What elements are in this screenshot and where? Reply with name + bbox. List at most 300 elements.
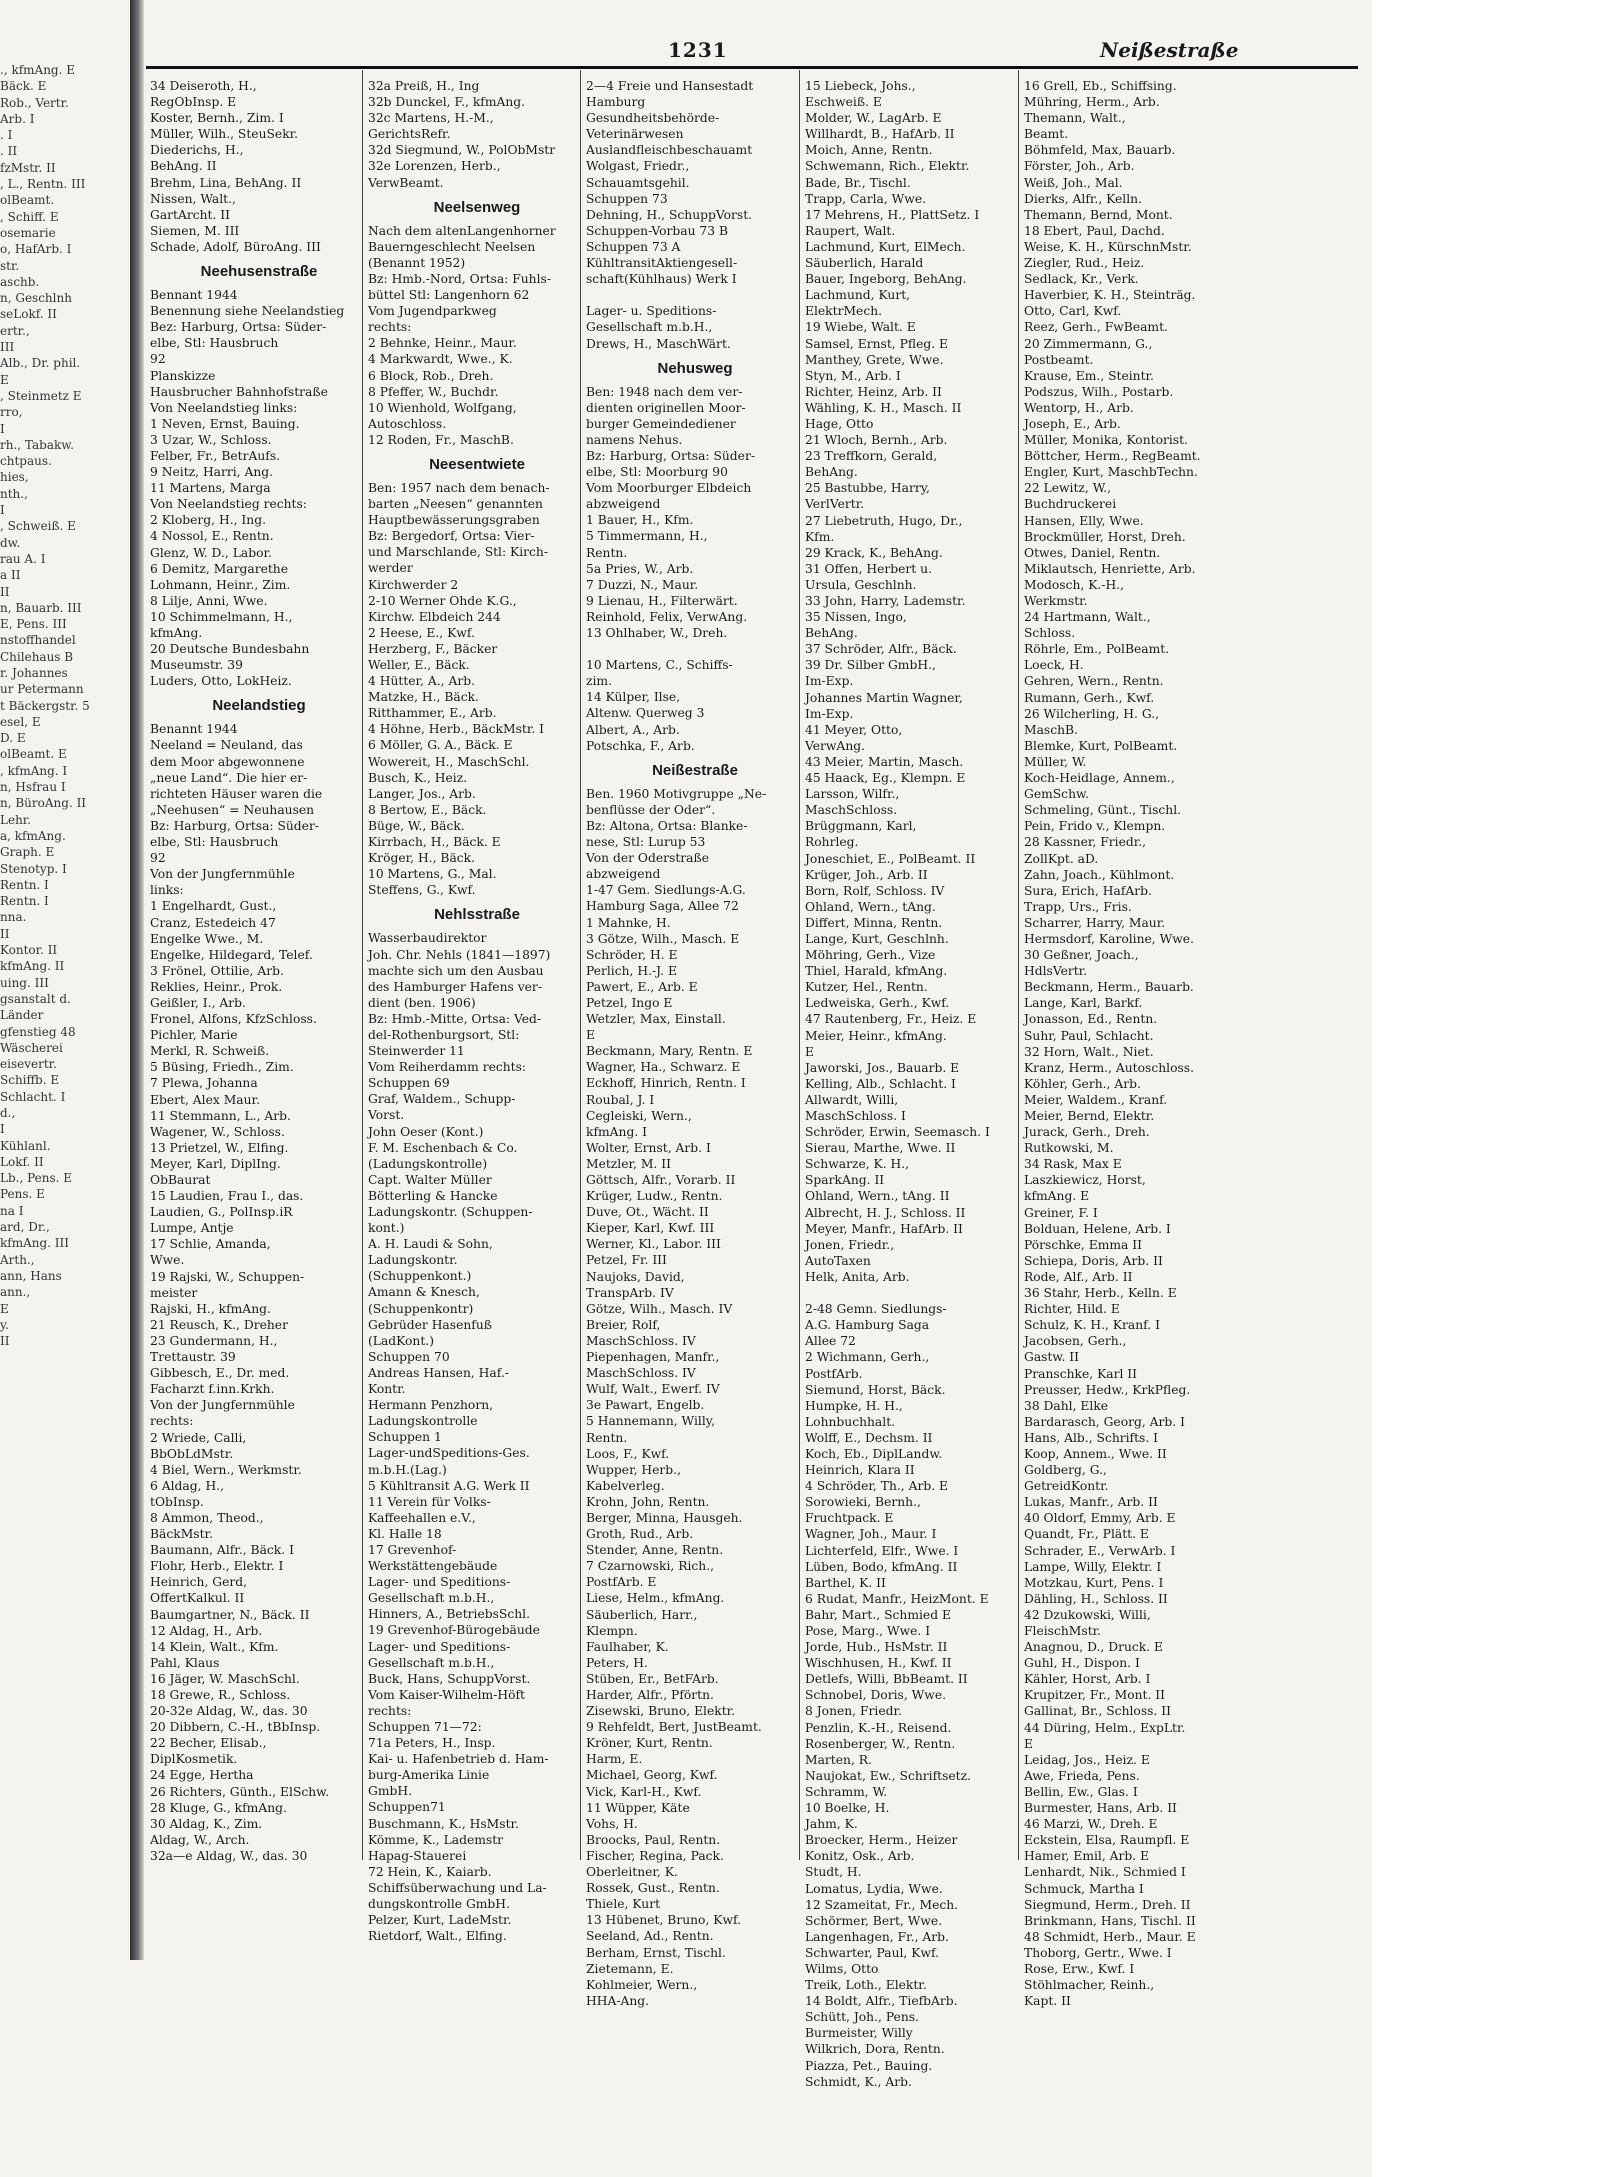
strip-line: a II — [0, 568, 21, 583]
entry-line: ZollKpt. aD. — [1024, 851, 1099, 866]
entry-line: Manthey, Grete, Wwe. — [805, 352, 944, 367]
entry-line: Schloss. — [1024, 626, 1076, 641]
entry-line: dient (ben. 1906) — [368, 995, 476, 1010]
entry-line: Bz: Harburg, Ortsa: Süder- — [150, 818, 319, 833]
strip-line: ann., — [0, 1285, 31, 1300]
entry-line: Thiel, Harald, kfmAng. — [805, 964, 948, 979]
entry-line: 8 Bertow, E., Bäck. — [368, 802, 487, 817]
entry-line: Jonasson, Ed., Rentn. — [1024, 1012, 1158, 1027]
entry-line: 1 Engelhardt, Gust., — [150, 899, 277, 914]
entry-line: „neue Land“. Die hier er- — [150, 770, 308, 785]
entry-line: E — [1024, 1736, 1033, 1751]
entry-line: Kähler, Horst, Arb. I — [1024, 1672, 1151, 1687]
entry-line: Rentn. — [586, 545, 628, 560]
entry-line: machte sich um den Ausbau — [368, 963, 544, 978]
entry-line: Jaworski, Jos., Bauarb. E — [805, 1060, 960, 1075]
strip-line: II — [0, 584, 10, 599]
entry-line: Schnobel, Doris, Wwe. — [805, 1688, 947, 1703]
entry-line: 31 Offen, Herbert u. — [805, 561, 932, 576]
entry-line: Lohnbuchhalt. — [805, 1414, 896, 1429]
entry-line: 11 Stemmann, L., Arb. — [150, 1108, 291, 1123]
entry-line: Rietdorf, Walt., Elfing. — [368, 1929, 507, 1944]
entry-line: 10 Boelke, H. — [805, 1801, 890, 1816]
entry-line: Reez, Gerh., FwBeamt. — [1024, 320, 1168, 335]
entry-line: Facharzt f.inn.Krkh. — [150, 1382, 275, 1397]
entry-line: 5 Hannemann, Willy, — [586, 1414, 715, 1429]
entry-line: Thoborg, Gertr., Wwe. I — [1024, 1945, 1172, 1960]
entry-line: Schmuck, Martha I — [1024, 1881, 1144, 1896]
entry-line: Schröder, Erwin, Seemasch. I — [805, 1125, 990, 1140]
entry-line: Oberleitner, K. — [586, 1865, 678, 1880]
entry-line: kfmAng. I — [586, 1124, 648, 1139]
entry-line: Petzel, Fr. III — [586, 1253, 667, 1268]
entry-line: Vom Reiherdamm rechts: — [368, 1060, 527, 1075]
entry-line: Piepenhagen, Manfr., — [586, 1350, 720, 1365]
entry-line: 14 Klein, Walt., Kfm. — [150, 1639, 279, 1654]
entry-line: zim. — [586, 674, 612, 689]
entry-line: Kabelverleg. — [586, 1478, 665, 1493]
entry-line: Schwarze, K. H., — [805, 1157, 910, 1172]
entry-line: Leidag, Jos., Heiz. E — [1024, 1752, 1150, 1767]
entry-line: Stöhlmacher, Reinh., — [1024, 1978, 1155, 1993]
entry-line: 4 Schröder, Th., Arb. E — [805, 1479, 949, 1494]
entry-line: Schuppen 69 — [368, 1076, 450, 1091]
entry-line: Müller, W. — [1024, 754, 1087, 769]
entry-line: Trapp, Urs., Fris. — [1024, 899, 1132, 914]
entry-line: F. M. Eschenbach & Co. — [368, 1140, 518, 1155]
entry-line: 15 Laudien, Frau I., das. — [150, 1189, 304, 1204]
column-divider — [799, 70, 800, 1860]
entry-line: Gastw. II — [1024, 1350, 1080, 1365]
entry-line: 39 Dr. Silber GmbH., — [805, 658, 936, 673]
entry-line: Joh. Chr. Nehls (1841—1897) — [368, 947, 551, 962]
entry-line: Bardarasch, Georg, Arb. I — [1024, 1414, 1185, 1429]
strip-line: n, Hsfrau I — [0, 780, 66, 795]
entry-line: Von Neelandstieg links: — [150, 400, 298, 415]
entry-line: Krüger, Ludw., Rentn. — [586, 1189, 723, 1204]
entry-line: BehAng. — [805, 626, 858, 641]
entry-line: 8 Ammon, Theod., — [150, 1510, 264, 1525]
entry-line: Brüggmann, Karl, — [805, 819, 917, 834]
entry-line: 34 Rask, Max E — [1024, 1157, 1122, 1172]
entry-line: Otto, Carl, Kwf. — [1024, 304, 1122, 319]
entry-line: Steinwerder 11 — [368, 1044, 465, 1059]
entry-line: 4 Nossol, E., Rentn. — [150, 529, 274, 544]
entry-line: Glenz, W. D., Labor. — [150, 545, 272, 560]
entry-line: Beamt. — [1024, 127, 1069, 142]
entry-line: 30 Aldag, K., Zim. — [150, 1816, 263, 1831]
entry-line: 72 Hein, K., Kaiarb. — [368, 1864, 492, 1879]
entry-line: Fruchtpack. E — [805, 1511, 894, 1526]
entry-line: Willhardt, B., HafArb. II — [805, 127, 955, 142]
entry-line: und Marschlande, Stl: Kirch- — [368, 545, 548, 560]
entry-line: Kömme, K., Lademstr — [368, 1832, 504, 1847]
entry-line: 36 Stahr, Herb., Kelln. E — [1024, 1286, 1177, 1301]
entry-line: tObInsp. — [150, 1494, 204, 1509]
entry-line: Perlich, H.-J. E — [586, 963, 677, 978]
entry-line: Von der Oderstraße — [586, 851, 709, 866]
entry-line: 2 Behnke, Heinr., Maur. — [368, 336, 517, 351]
entry-line: 3e Pawart, Engelb. — [586, 1398, 705, 1413]
entry-line: Auslandfleischbeschauamt — [586, 143, 753, 158]
entry-line: Ursula, Geschlnh. — [805, 577, 917, 592]
entry-line: Capt. Walter Müller — [368, 1172, 492, 1187]
entry-line: Kirrbach, H., Bäck. E — [368, 835, 501, 850]
entry-line: Zietemann, E. — [586, 1961, 674, 1976]
entry-line: Bennant 1944 — [150, 288, 238, 303]
entry-line: Luders, Otto, LokHeiz. — [150, 674, 292, 689]
entry-line: Wolff, E., Dechsm. II — [805, 1430, 933, 1445]
strip-line: Lb., Pens. E — [0, 1171, 73, 1186]
entry-line: Wagner, Ha., Schwarz. E — [586, 1060, 741, 1075]
entry-line: Schiffsüberwachung und La- — [368, 1880, 547, 1895]
entry-line: Reinhold, Felix, VerwAng. — [586, 609, 748, 624]
strip-line: rau A. I — [0, 551, 46, 566]
entry-line: Pein, Frido v., Klempn. — [1024, 819, 1166, 834]
entry-line: Von der Jungfernmühle — [150, 1398, 295, 1413]
entry-line: Kohlmeier, Wern., — [586, 1977, 698, 1992]
strip-line: Wäscherei — [0, 1040, 63, 1055]
entry-line: VerwAng. — [805, 738, 866, 753]
entry-line: Säuberlich, Harr., — [586, 1607, 698, 1622]
entry-line: Motzkau, Kurt, Pens. I — [1024, 1575, 1164, 1590]
entry-line: Rumann, Gerh., Kwf. — [1024, 690, 1155, 705]
strip-line: nna. — [0, 910, 27, 925]
entry-line: Peters, H. — [586, 1655, 648, 1670]
entry-line: Schütt, Joh., Pens. — [805, 2010, 919, 2025]
strip-line: olBeamt. E — [0, 747, 67, 762]
entry-line: Schauamtsgehil. — [586, 175, 690, 190]
entry-line: Baumann, Alfr., Bäck. I — [150, 1543, 294, 1558]
entry-line: Lager- u. Speditions- — [586, 304, 717, 319]
entry-line: 24 Egge, Hertha — [150, 1768, 254, 1783]
entry-line: 13 Ohlhaber, W., Dreh. — [586, 626, 728, 640]
entry-line: 32d Siegmund, W., PolObMstr — [368, 143, 556, 158]
entry-line: Hermsdorf, Karoline, Wwe. — [1024, 931, 1194, 946]
entry-line: Busch, K., Heiz. — [368, 770, 468, 785]
entry-line: 18 Grewe, R., Schloss. — [150, 1688, 291, 1702]
entry-line: GemSchw. — [1024, 787, 1089, 802]
entry-line: Seeland, Ad., Rentn. — [586, 1929, 714, 1944]
entry-line: Beckmann, Herm., Bauarb. — [1024, 980, 1194, 995]
entry-line: Benennung siehe Neelandstieg — [150, 304, 345, 319]
entry-line: Jacobsen, Gerh., — [1024, 1334, 1127, 1349]
entry-line: Hinners, A., BetriebsSchl. — [368, 1607, 530, 1622]
book-gutter — [130, 0, 144, 1960]
entry-line: benflüsse der Oder“. — [586, 802, 716, 817]
entry-line: Johannes Martin Wagner, — [805, 690, 963, 705]
entry-line: MaschSchloss. IV — [586, 1366, 696, 1381]
entry-line: ObBaurat — [150, 1173, 211, 1187]
entry-line: Penzlin, K.-H., Reisend. — [805, 1720, 952, 1735]
entry-line: 10 Wienhold, Wolfgang, — [368, 400, 517, 415]
entry-line: barten „Neesen“ genannten — [368, 497, 543, 512]
strip-line: na I — [0, 1203, 24, 1218]
entry-line: Cranz, Estedeich 47 — [150, 915, 276, 930]
entry-line: Anagnou, D., Druck. E — [1024, 1640, 1164, 1655]
entry-line: Graf, Waldem., Schupp- — [368, 1092, 516, 1107]
entry-line: Gesundheitsbehörde- — [586, 111, 720, 126]
entry-line — [805, 1285, 1023, 1301]
entry-line: Wetzler, Max, Einstall. — [586, 1012, 726, 1027]
strip-line: Kühlanl. — [0, 1138, 51, 1153]
entry-line: KühltransitAktiengesell- — [586, 256, 738, 271]
entry-line: John Oeser (Kont.) — [368, 1124, 484, 1139]
entry-line: Harm, E. — [586, 1752, 643, 1767]
entry-line: Krüger, Joh., Arb. II — [805, 867, 928, 882]
entry-line: Lohmann, Heinr., Zim. — [150, 577, 291, 592]
entry-line: Postbeamt. — [1024, 352, 1094, 367]
entry-line: Faulhaber, K. — [586, 1639, 669, 1654]
entry-line: Ben: 1957 nach dem benach- — [368, 480, 550, 495]
entry-line: Schiepa, Doris, Arb. II — [1024, 1253, 1163, 1268]
entry-line: AutoTaxen — [805, 1253, 871, 1268]
entry-line: Meyer, Manfr., HafArb. II — [805, 1221, 963, 1236]
entry-line: Ladungskontrolle — [368, 1414, 478, 1429]
entry-line: Jahm, K. — [805, 1817, 858, 1832]
entry-line: Trettaustr. 39 — [150, 1350, 236, 1365]
strip-line: , Schiff. E — [0, 209, 59, 224]
entry-line: 20 Zimmermann, G., — [1024, 336, 1153, 351]
entry-line: Ben. 1960 Motivgruppe „Ne- — [586, 786, 767, 801]
entry-line: Joseph, E., Arb. — [1024, 416, 1121, 431]
entry-line: Broecker, Herm., Heizer — [805, 1833, 958, 1848]
entry-line: Lager- und Speditions- — [368, 1639, 511, 1654]
entry-line: Wilms, Otto — [805, 1961, 879, 1976]
entry-line: Roubal, J. I — [586, 1092, 655, 1107]
entry-line: Fronel, Alfons, KfzSchloss. — [150, 1012, 317, 1027]
entry-line: 8 Jonen, Friedr. — [805, 1704, 902, 1719]
entry-line: Merkl, R. Schweiß. — [150, 1044, 270, 1059]
entry-line: 8 Pfeffer, W., Buchdr. — [368, 384, 499, 399]
entry-line: Wischhusen, H., Kwf. II — [805, 1656, 952, 1671]
entry-line: 32 Horn, Walt., Niet. — [1024, 1044, 1154, 1059]
entry-line: MaschSchloss. IV — [586, 1333, 696, 1348]
entry-line: Pelzer, Kurt, LadeMstr. — [368, 1913, 512, 1928]
entry-line: 7 Duzzi, N., Maur. — [586, 577, 699, 592]
entry-line: Quandt, Fr., Plätt. E — [1024, 1527, 1149, 1542]
entry-line: kfmAng. — [150, 626, 203, 640]
entry-line: Themann, Bernd, Mont. — [1024, 207, 1173, 222]
entry-line: 23 Gundermann, H., — [150, 1333, 278, 1348]
entry-line: Geißler, I., Arb. — [150, 995, 246, 1010]
strip-line: Graph. E — [0, 845, 55, 860]
entry-line: Schörmer, Bert, Wwe. — [805, 1913, 943, 1928]
entry-line: 11 Wüpper, Käte — [586, 1800, 690, 1815]
entry-line: 46 Marzi, W., Dreh. E — [1024, 1817, 1158, 1832]
entry-line: VerlVertr. — [805, 497, 865, 512]
entry-line: Lager- und Speditions- — [368, 1575, 511, 1590]
entry-line: Stüben, Er., BetFArb. — [586, 1671, 719, 1686]
entry-line: Ladungskontr. — [368, 1253, 458, 1268]
entry-line: Lachmund, Kurt, — [805, 288, 911, 303]
column-5 — [1024, 78, 1242, 2009]
entry-line: Benannt 1944 — [150, 722, 238, 737]
entry-line: Loeck, H. — [1024, 658, 1084, 673]
entry-line: Engelke, Hildegard, Telef. — [150, 947, 313, 962]
entry-line: 47 Rautenberg, Fr., Heiz. E — [805, 1012, 977, 1027]
entry-line: Ebert, Alex Maur. — [150, 1092, 260, 1107]
entry-line: Bade, Br., Tischl. — [805, 175, 911, 190]
entry-line: 17 Grevenhof- — [368, 1542, 457, 1557]
strip-line: gsanstalt d. — [0, 991, 71, 1006]
strip-line: esel, E — [0, 714, 41, 729]
strip-line: Kontor. II — [0, 943, 58, 958]
entry-line: ElektrMech. — [805, 304, 883, 319]
entry-line: dem Moor abgewonnene — [150, 754, 305, 769]
strip-line: II — [0, 1334, 10, 1349]
entry-line: Kranz, Herm., Autoschloss. — [1024, 1060, 1195, 1075]
entry-line: Rose, Erw., Kwf. I — [1024, 1961, 1135, 1976]
entry-line: Albert, A., Arb. — [586, 722, 680, 737]
entry-line: Gesellschaft m.b.H., — [368, 1655, 495, 1670]
entry-line: Buschmann, K., HsMstr. — [368, 1816, 519, 1831]
entry-line: Stender, Anne, Rentn. — [586, 1543, 724, 1558]
entry-line: 2-48 Gemn. Siedlungs- — [805, 1302, 947, 1317]
entry-line: Bahr, Mart., Schmied E — [805, 1607, 951, 1622]
entry-line: Hamburg Saga, Allee 72 — [586, 899, 739, 914]
entry-line: Engelke Wwe., M. — [150, 931, 264, 946]
entry-line: Siemund, Horst, Bäck. — [805, 1382, 946, 1397]
entry-line: Bz: Bergedorf, Ortsa: Vier- — [368, 529, 535, 544]
entry-line: 28 Kluge, G., kfmAng. — [150, 1800, 287, 1815]
strip-line: Bäck. E — [0, 79, 47, 94]
strip-line: hies, — [0, 470, 29, 485]
entry-line: Werkmstr. — [1024, 594, 1088, 608]
entry-line: 2—4 Freie und Hansestadt — [586, 79, 754, 93]
strip-line: kfmAng. II — [0, 959, 65, 974]
entry-line: Berham, Ernst, Tischl. — [586, 1945, 726, 1960]
entry-line: Lampe, Willy, Elektr. I — [1024, 1559, 1162, 1574]
entry-line: 3 Frönel, Ottilie, Arb. — [150, 963, 284, 978]
entry-line: Schramm, W. — [805, 1784, 887, 1799]
entry-line: Eckhoff, Hinrich, Rentn. I — [586, 1076, 746, 1091]
entry-line: OffertKalkul. II — [150, 1591, 245, 1606]
entry-line: 14 Külper, Ilse, — [586, 690, 681, 705]
street-heading: Neißestraße — [652, 761, 738, 779]
entry-line: Schuppen 73 A — [586, 239, 681, 254]
entry-line: Born, Rolf, Schloss. IV — [805, 883, 945, 898]
entry-line: 10 Martens, C., Schiffs- — [586, 658, 733, 673]
entry-line: 5 Büsing, Friedh., Zim. — [150, 1060, 294, 1075]
entry-line: Kutzer, Hel., Rentn. — [805, 980, 928, 995]
entry-line: Laszkiewicz, Horst, — [1024, 1173, 1146, 1188]
entry-line: Hauptbewässerungsgraben — [368, 513, 540, 528]
entry-line: Bötterling & Hancke — [368, 1188, 498, 1203]
entry-line: Schmidt, K., Arb. — [805, 2074, 912, 2089]
entry-line: Burmeister, Willy — [805, 2026, 913, 2041]
entry-line: BbObLdMstr. — [150, 1446, 234, 1461]
entry-line: (LadKont.) — [368, 1333, 434, 1348]
entry-line: Rossek, Gust., Rentn. — [586, 1881, 720, 1896]
entry-line: abzweigend — [586, 497, 661, 512]
entry-line: del-Rothenburgsort, Stl: — [368, 1027, 520, 1042]
entry-line: Bauer, Ingeborg, BehAng. — [805, 272, 967, 287]
entry-line: Wowereit, H., MaschSchl. — [368, 754, 530, 769]
entry-line: A.G. Hamburg Saga — [805, 1318, 930, 1333]
entry-line: 24 Hartmann, Walt., — [1024, 610, 1151, 625]
entry-line: Büge, W., Bäck. — [368, 818, 465, 833]
entry-line: Matzke, H., Bäck. — [368, 690, 479, 705]
entry-line: 3 Uzar, W., Schloss. — [150, 432, 272, 447]
strip-line: nth., — [0, 486, 28, 501]
entry-line: Piazza, Pet., Bauing. — [805, 2058, 933, 2073]
entry-line: Allee 72 — [805, 1334, 856, 1349]
entry-line: Schuppen-Vorbau 73 B — [586, 223, 729, 238]
entry-line: Fischer, Regina, Pack. — [586, 1848, 724, 1863]
entry-line: Pawert, E., Arb. E — [586, 979, 698, 994]
entry-line: Diederichs, H., — [150, 143, 244, 158]
entry-line: Schulz, K. H., Kranf. I — [1024, 1318, 1160, 1333]
entry-line: Preusser, Hedw., KrkPfleg. — [1024, 1382, 1191, 1397]
entry-line: Pranschke, Karl II — [1024, 1366, 1138, 1381]
entry-line: Herzberg, F., Bäcker — [368, 641, 498, 656]
entry-line: 26 Wilcherling, H. G., — [1024, 706, 1160, 721]
entry-line: Altenw. Querweg 3 — [586, 706, 705, 721]
strip-line: I — [0, 1122, 5, 1137]
entry-line: Langenhagen, Fr., Arb. — [805, 1929, 949, 1944]
entry-line: Vohs, H. — [586, 1816, 638, 1831]
entry-line: büttel Stl: Langenhorn 62 — [368, 288, 530, 303]
entry-line: Barthel, K. II — [805, 1575, 886, 1590]
entry-line: BäckMstr. — [150, 1527, 213, 1542]
entry-line: 6 Rudat, Manfr., HeizMont. E — [805, 1591, 989, 1606]
entry-line: abzweigend — [586, 867, 661, 882]
strip-line: fzMstr. II — [0, 160, 56, 175]
strip-line: E — [0, 1301, 9, 1316]
strip-line: d., — [0, 1106, 16, 1120]
entry-line: 6 Block, Rob., Dreh. — [368, 368, 494, 383]
entry-line: Kröner, Kurt, Rentn. — [586, 1736, 713, 1751]
entry-line: Lange, Karl, Barkf. — [1024, 996, 1143, 1011]
strip-line: gfenstieg 48 — [0, 1024, 76, 1039]
entry-line: 2 Kloberg, H., Ing. — [150, 513, 266, 528]
entry-line: Hansen, Elly, Wwe. — [1024, 513, 1144, 528]
strip-line: r. Johannes — [0, 665, 68, 680]
entry-line: Metzler, M. II — [586, 1156, 671, 1171]
entry-line: Schuppen 71—72: — [368, 1720, 482, 1734]
entry-line: Buck, Hans, SchuppVorst. — [368, 1671, 531, 1686]
strip-line: osemarie — [0, 225, 56, 240]
entry-line: Sura, Erich, HafArb. — [1024, 883, 1152, 898]
entry-line: Liese, Helm., kfmAng. — [586, 1591, 725, 1606]
entry-line: Raupert, Walt. — [805, 223, 896, 238]
entry-line: 35 Nissen, Ingo, — [805, 610, 907, 625]
entry-line: Aldag, W., Arch. — [150, 1832, 250, 1847]
entry-line: Kapt. II — [1024, 1994, 1071, 2009]
entry-line: meister — [150, 1285, 198, 1300]
entry-line: Von Neelandstieg rechts: — [150, 497, 307, 512]
entry-line: 23 Treffkorn, Gerald, — [805, 449, 938, 464]
entry-line: Wagener, W., Schloss. — [150, 1124, 285, 1139]
entry-line: Rohrleg. — [805, 835, 859, 850]
street-heading: Neesentwiete — [429, 455, 525, 473]
entry-line: TranspArb. IV — [586, 1285, 674, 1300]
entry-line: 17 Schlie, Amanda, — [150, 1237, 271, 1252]
entry-line: 9 Rehfeldt, Bert, JustBeamt. — [586, 1720, 762, 1735]
entry-line: Gallinat, Br., Schloss. II — [1024, 1704, 1171, 1719]
entry-line: 33 John, Harry, Lademstr. — [805, 594, 966, 608]
entry-line: Lukas, Manfr., Arb. II — [1024, 1495, 1158, 1510]
entry-line: Rode, Alf., Arb. II — [1024, 1269, 1133, 1284]
entry-line: Siegmund, Herm., Dreh. II — [1024, 1897, 1191, 1912]
entry-line: 11 Martens, Marga — [150, 481, 271, 496]
entry-line: Möhring, Gerh., Vize — [805, 948, 936, 963]
entry-line: 14 Boldt, Alfr., TiefbArb. — [805, 1994, 958, 2009]
entry-line: Lomatus, Lydia, Wwe. — [805, 1881, 943, 1896]
entry-line: 37 Schröder, Alfr., Bäck. — [805, 642, 957, 657]
entry-line: Moich, Anne, Rentn. — [805, 143, 933, 158]
